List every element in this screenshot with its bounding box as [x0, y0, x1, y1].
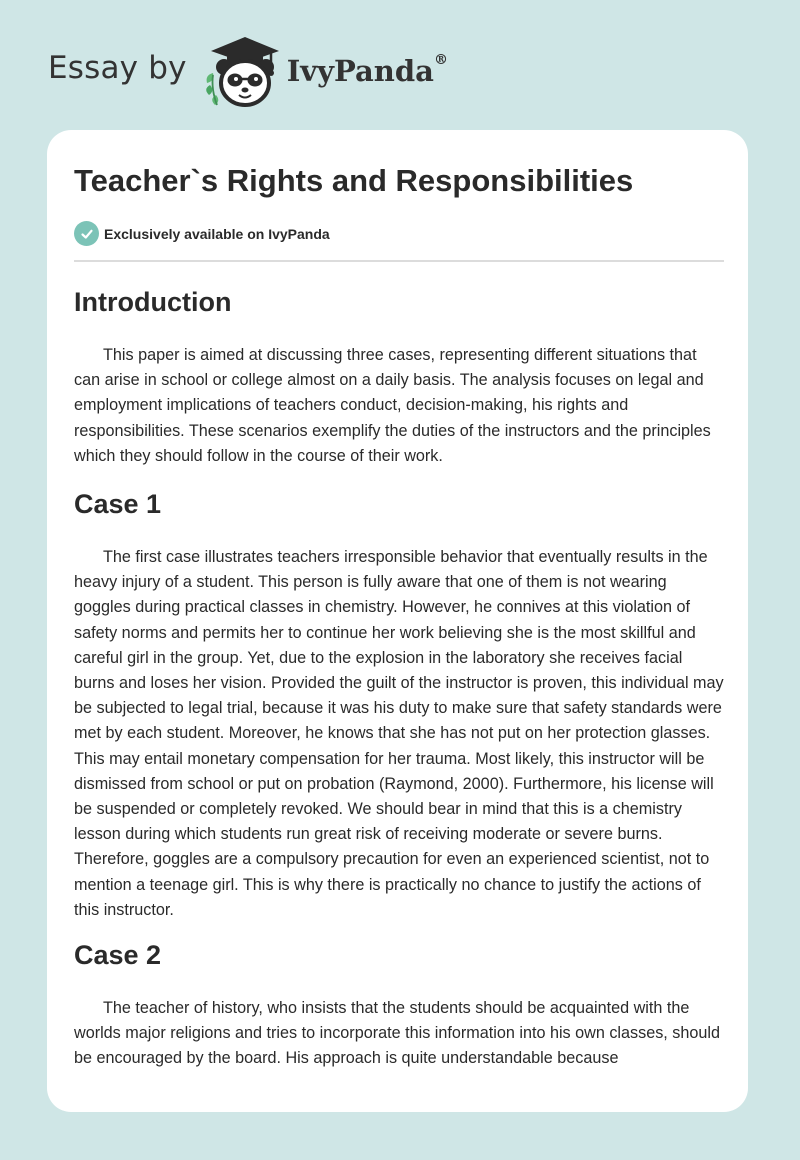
ivypanda-logo-icon[interactable] [201, 31, 285, 109]
section-heading-case-2: Case 2 [74, 940, 162, 970]
section-paragraph-case-1: The first case illustrates teachers irresponsible behavior that eventually results in the heavy injury of a student. This person is fully aware that one of them is not wearing goggles during practical classes in chemistry. However, he connives at this violation of safety norms and permits her to continue her work believing she is the most skillful and careful girl in the group. Yet, due to the explosion in the laboratory she receives facial burns and loses her vision. Provided the guilt of the instructor is proven, this individual may be subjected to legal trial, because it was his duty to make sure that safety standards were met by each student. Moreover, he knows that she has not put on her protection glasses. This may entail monetary compensation for her trauma. Most likely, this instructor will be dismissed from school or put on probation (Raymond, 2000). Furthermore, his license will be suspended or completely revoked. We should bear in mind that this is a chemistry lesson during which students run great risk of receiving moderate or severe burns. Therefore, goggles are a compulsory precaution for even an experienced scientist, not to mention a teenage girl. This is why there is practically no chance to justify the actions of this instructor. [74, 548, 724, 919]
title-divider [74, 260, 724, 262]
section-heading-case-1: Case 1 [74, 489, 162, 519]
exclusive-badge [74, 221, 330, 246]
check-icon [74, 221, 99, 246]
essay-by-label: Essay by [48, 50, 187, 86]
brand-text: IvyPanda [286, 54, 434, 88]
exclusive-label: Exclusively available on IvyPanda [104, 225, 330, 242]
site-header [48, 30, 448, 110]
brand-name [287, 54, 448, 88]
article-title: Teacher`s Rights and Responsibilities [74, 163, 634, 198]
section-paragraph-case-2: The teacher of history, who insists that the students should be acquainted with the worlds major religions and tries to incorporate this information into his own classes, should be encouraged by the board. His approach is quite understandable because [74, 999, 721, 1068]
article-card [47, 130, 748, 1112]
section-paragraph-introduction: This paper is aimed at discussing three cases, representing different situations that can arise in school or college almost on a daily basis. The analysis focuses on legal and employment implications of teachers conduct, decision-making, his rights and responsibilities. These scenarios exemplify the duties of the instructors and the principles which they should follow in the course of their work. [74, 346, 711, 465]
section-heading-introduction: Introduction [74, 287, 232, 317]
registered-mark: ® [433, 52, 448, 68]
